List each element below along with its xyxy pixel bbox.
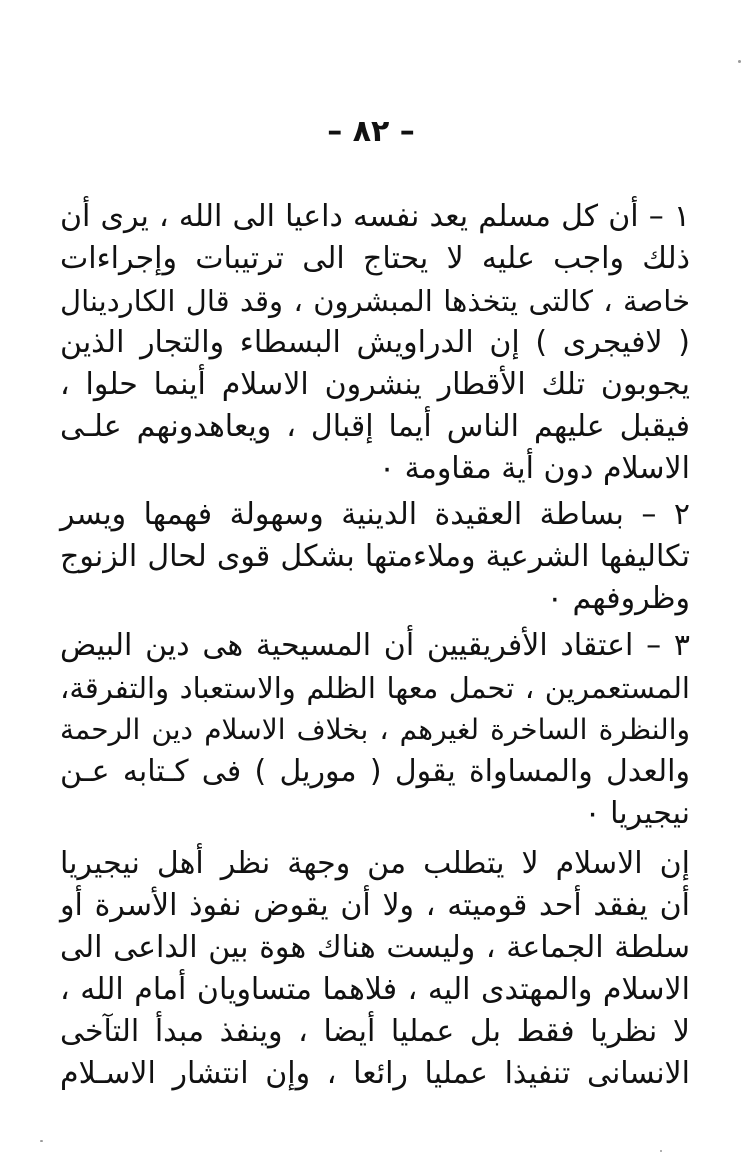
text-line: والنظرة الساخرة لغيرهم ، بخلاف الاسلام دين الرحمة xyxy=(60,713,690,746)
text-line: فيقبل عليهم الناس أيما إقبال ، ويعاهدونهم علـى xyxy=(60,409,690,444)
text-line: يجوبون تلك الأقطار ينشرون الاسلام أينما حلوا ، xyxy=(60,367,690,402)
text-line: المستعمرين ، تحمل معها الظلم والاستعباد والتفرقة، xyxy=(60,671,690,705)
paragraph-item-1 xyxy=(60,196,690,490)
text-line: وظروفهم ٠ xyxy=(546,581,690,616)
text-line: الاسلام والمهتدى اليه ، فلاهما متساويان أمام الله ، xyxy=(60,972,690,1007)
text-line: ٢ – بساطة العقيدة الدينية وسهولة فهمها ويسر xyxy=(60,497,690,532)
page-number: – ٨٢ – xyxy=(327,114,415,149)
text-line: والعدل والمساواة يقول ( موريل ) فى كـتابه عـن xyxy=(60,754,690,789)
text-line: خاصة ، كالتى يتخذها المبشرون ، وقد قال الكاردينال xyxy=(60,284,690,318)
paragraph-body xyxy=(60,843,690,1095)
text-line: ٣ – اعتقاد الأفريقيين أن المسيحية هى دين البيض xyxy=(60,628,690,663)
text-line: الانسانى تنفيذا عمليا رائعا ، وإن انتشار الاسـلام xyxy=(60,1056,690,1091)
text-line: إن الاسلام لا يتطلب من وجهة نظر أهل نيجيريا xyxy=(60,846,690,881)
text-line: ١ – أن كل مسلم يعد نفسه داعيا الى الله ، يرى أن xyxy=(60,199,690,234)
scan-speck xyxy=(738,60,741,63)
text-line: الاسلام دون أية مقاومة ٠ xyxy=(379,451,690,486)
text-line: ( لافيجرى ) إن الدراويش البسطاء والتجار الذين xyxy=(60,325,690,360)
text-line: سلطة الجماعة ، وليست هناك هوة بين الداعى الى xyxy=(60,930,690,965)
text-line: تكاليفها الشرعية وملاءمتها بشكل قوى لحال الزنوج xyxy=(60,539,690,574)
scan-speck xyxy=(40,1140,43,1142)
text-line: أن يفقد أحد قوميته ، ولا أن يقوض نفوذ الأسرة أو xyxy=(60,888,690,923)
paragraph-item-3 xyxy=(60,625,690,835)
scan-speck xyxy=(660,1150,662,1152)
text-line: لا نظريا فقط بل عمليا أيضا ، وينفذ مبدأ التآخى xyxy=(60,1014,690,1049)
text-line: ذلك واجب عليه لا يحتاج الى ترتيبات وإجراءات xyxy=(60,241,690,276)
paragraph-item-2 xyxy=(60,494,690,620)
text-line: نيجيريا ٠ xyxy=(584,796,690,831)
